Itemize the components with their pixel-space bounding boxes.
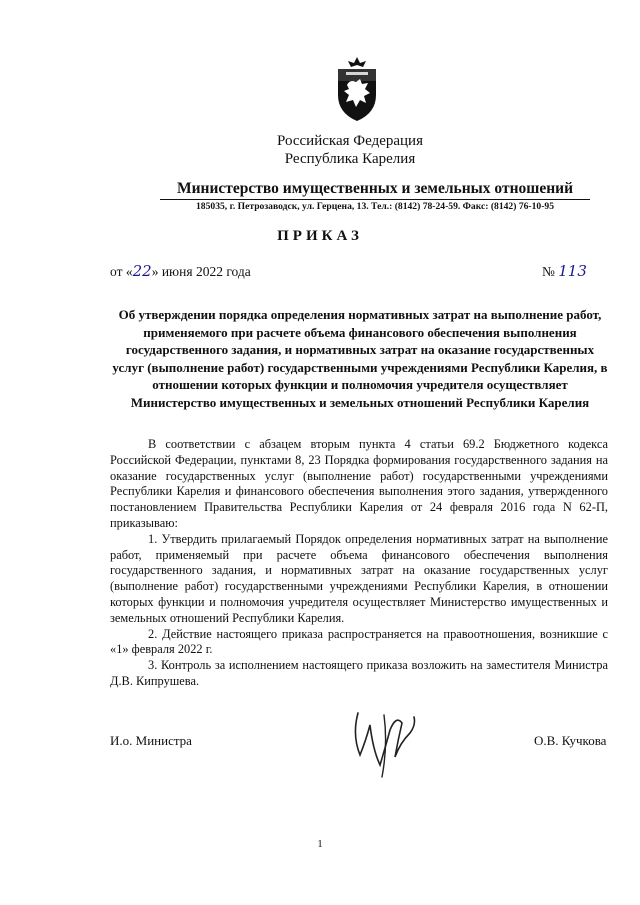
- item-2-paragraph: 2. Действие настоящего приказа распространяется на правоотношения, возникшие с «1» февраля 2022 г.: [110, 626, 608, 657]
- number-prefix: №: [542, 264, 555, 279]
- document-title: ПРИКАЗ: [277, 228, 363, 244]
- signatory-title: И.о. Министра: [110, 733, 192, 748]
- number-handwritten: 113: [558, 262, 587, 280]
- preamble-paragraph: В соответствии с абзацем вторым пункта 4 статьи 69.2 Бюджетного кодекса Российской Федерации, пунктами 8, 23 Порядка формирования государственного задания на оказание государственных услуг (выполнение работ) государственными учреждениями Республики Карелия и финансового обеспечения выполнения этого задания, утвержденного постановлением Правительства Республики Карелия от 24 февраля 2016 года N 62-П, приказываю:: [110, 437, 608, 530]
- date-prefix: от «: [110, 264, 133, 279]
- country-name: Российская Федерация: [277, 133, 423, 149]
- date-suffix: » июня 2022 года: [151, 264, 251, 279]
- region-name: Республика Карелия: [284, 151, 416, 167]
- order-subject: Об утверждении порядка определения нормативных затрат на выполнение работ, применяемого при расчете объема финансового обеспечения выполнения государственного задания, и нормативных затрат на оказание государственных услуг (выполнение работ) государственными учреждениями Республики Карелия, в отношении которых функции и полномочия учредителя осуществляет Министерство имущественных и земельных отношений Республики Карелия: [112, 307, 608, 410]
- order-number: [542, 262, 587, 280]
- order-body: [110, 437, 608, 690]
- page-number: 1: [317, 838, 323, 850]
- ministry-name: Министерство имущественных и земельных отношений: [160, 180, 590, 200]
- signatory-name: О.В. Кучкова: [534, 733, 607, 748]
- handwritten-signature-icon: [340, 695, 428, 780]
- karelia-coat-of-arms-icon: [332, 55, 382, 123]
- date-day-handwritten: 22: [132, 262, 152, 280]
- ministry-address: 185035, г. Петрозаводск, ул. Герцена, 13. Тел.: (8142) 78-24-59. Факс: (8142) 76-10-95: [196, 201, 554, 212]
- order-date: [110, 262, 251, 280]
- item-3-paragraph: 3. Контроль за исполнением настоящего приказа возложить на заместителя Министра Д.В. Кипрушева.: [110, 658, 608, 688]
- item-1-paragraph: 1. Утвердить прилагаемый Порядок определения нормативных затрат на выполнение работ, применяемый при расчете объема финансового обеспечения выполнения государственного задания, и нормативных затрат на оказание государственных услуг (выполнение работ) государственными учреждениями Республики Карелия, в отношении которых функции и полномочия учредителя осуществляет Министерство имущественных и земельных отношений Республики Карелия.: [110, 531, 608, 625]
